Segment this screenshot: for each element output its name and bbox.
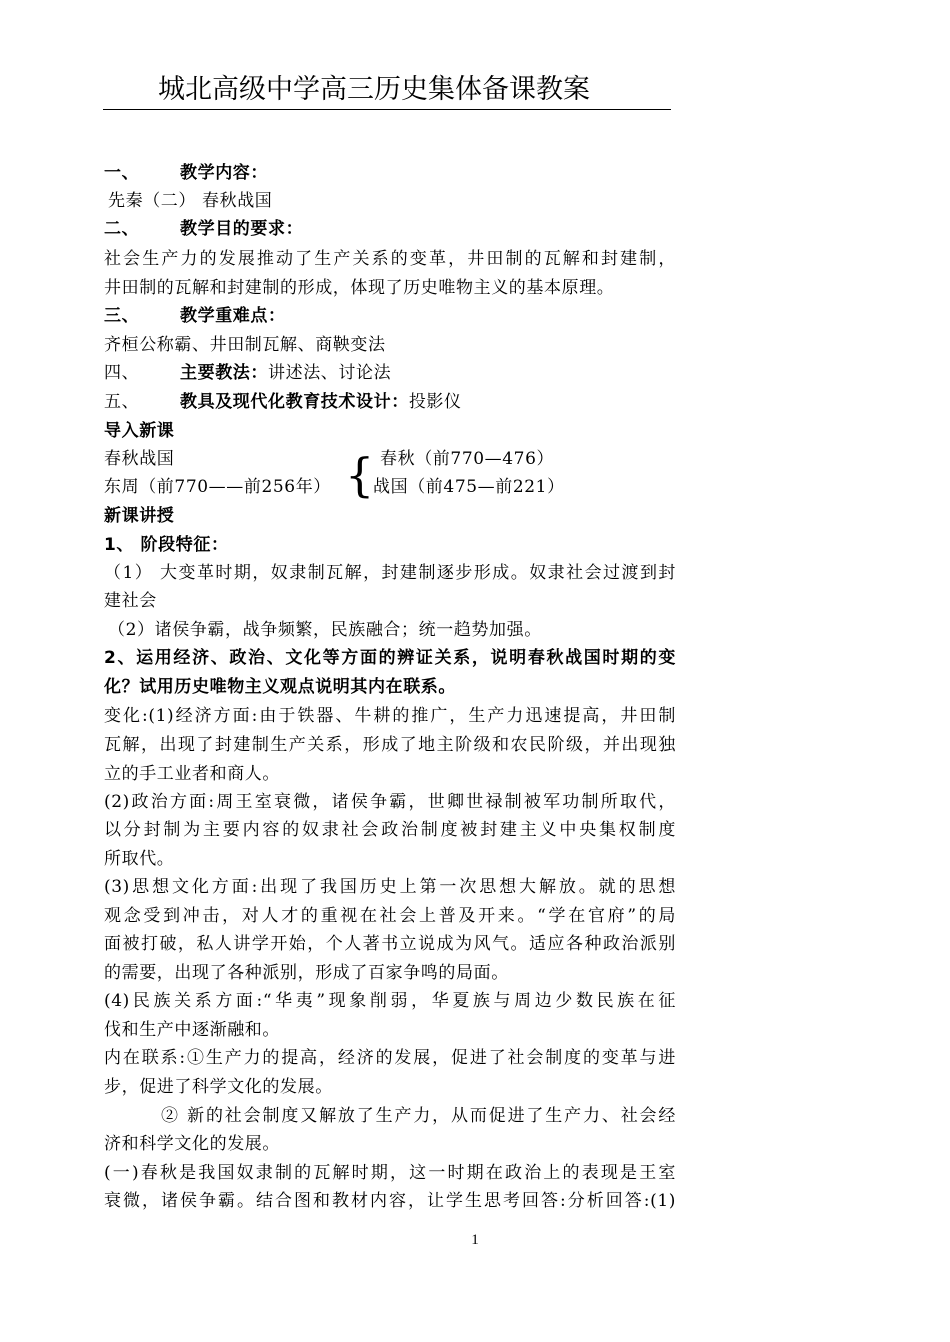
- body-line: 面被打破，私人讲学开始，个人著书立说成为风气。适应各种政治派别: [104, 934, 676, 954]
- body-line: 内在联系:①生产力的提高，经济的发展，促进了社会制度的变革与进: [104, 1048, 676, 1068]
- section-2-line: 井田制的瓦解和封建制的形成，体现了历史唯物主义的基本原理。: [104, 278, 615, 298]
- section-3-number: 三、: [104, 306, 140, 326]
- body-line: (2)政治方面:周王室衰微，诸侯争霸，世卿世禄制被军功制所取代，: [104, 792, 676, 812]
- section-3-heading: [104, 301, 676, 331]
- period-right-2: 战国（前475—前221）: [373, 477, 565, 497]
- section-4-heading: [104, 358, 676, 388]
- brace-icon: {: [345, 448, 375, 502]
- body-line: ② 新的社会制度又解放了生产力，从而促进了生产力、社会经: [161, 1106, 676, 1126]
- section-2-label: 教学目的要求：: [180, 219, 304, 239]
- question-2-line: 化？试用历史唯物主义观点说明其内在联系。: [104, 677, 456, 697]
- stage-line: （2）诸侯争霸，战争频繁，民族融合；统一趋势加强。: [108, 620, 542, 640]
- section-1-number: 一、: [104, 163, 140, 183]
- body-line: (一)春秋是我国奴隶制的瓦解时期，这一时期在政治上的表现是王室: [104, 1163, 676, 1183]
- section-4-value: 讲述法、讨论法: [268, 363, 392, 383]
- page-title: 城北高级中学高三历史集体备课教案: [103, 70, 671, 110]
- section-5-label: 教具及现代化教育技术设计：: [180, 392, 409, 412]
- section-4-number: 四、: [104, 363, 140, 383]
- period-left-1: 春秋战国: [104, 449, 175, 469]
- body-line: 立的手工业者和商人。: [104, 764, 280, 784]
- page-number: 1: [471, 1232, 479, 1248]
- body-line: 以分封制为主要内容的奴隶社会政治制度被封建主义中央集权制度: [104, 820, 676, 840]
- section-5-heading: [104, 387, 676, 417]
- intro-heading: 导入新课: [104, 421, 175, 441]
- section-2-heading: [104, 214, 676, 244]
- section-5-number: 五、: [104, 392, 140, 412]
- body-line: (3)思想文化方面:出现了我国历史上第一次思想大解放。就的思想: [104, 877, 676, 897]
- section-3-label: 教学重难点：: [180, 306, 286, 326]
- body-line: 衰微，诸侯争霸。结合图和教材内容，让学生思考回答:分析回答:(1): [104, 1191, 676, 1211]
- question-2-line: 2、运用经济、政治、文化等方面的辨证关系，说明春秋战国时期的变: [104, 648, 676, 668]
- body-line: 所取代。: [104, 849, 175, 869]
- period-right-1: 春秋（前770—476）: [380, 449, 555, 469]
- section-5-value: 投影仪: [408, 392, 462, 412]
- period-left-2: 东周（前770——前256年）: [104, 477, 331, 497]
- body-line: 变化:(1)经济方面:由于铁器、牛耕的推广，生产力迅速提高，井田制: [104, 706, 676, 726]
- stage-heading: 1、 阶段特征：: [104, 535, 229, 555]
- stage-line: （1） 大变革时期，奴隶制瓦解，封建制逐步形成。奴隶社会过渡到封: [104, 563, 676, 583]
- section-1-heading: [104, 158, 676, 188]
- section-3-text: 齐桓公称霸、井田制瓦解、商鞅变法: [104, 335, 386, 355]
- section-1-text: 先秦（二） 春秋战国: [108, 191, 273, 211]
- body-line: 济和科学文化的发展。: [104, 1134, 280, 1154]
- lecture-heading: 新课讲授: [104, 506, 175, 526]
- section-1-label: 教学内容：: [180, 163, 268, 183]
- body-line: (4)民族关系方面:“华夷”现象削弱，华夏族与周边少数民族在征: [104, 991, 676, 1011]
- body-line: 伐和生产中逐渐融和。: [104, 1020, 280, 1040]
- section-2-number: 二、: [104, 219, 140, 239]
- stage-line: 建社会: [104, 591, 157, 611]
- body-line: 瓦解，出现了封建制生产关系，形成了地主阶级和农民阶级，并出现独: [104, 735, 676, 755]
- body-line: 观念受到冲击，对人才的重视在社会上普及开来。“学在官府”的局: [104, 906, 676, 926]
- section-4-label: 主要教法：: [180, 363, 268, 383]
- body-line: 步，促进了科学文化的发展。: [104, 1077, 333, 1097]
- body-line: 的需要，出现了各种派别，形成了百家争鸣的局面。: [104, 963, 509, 983]
- section-2-line: 社会生产力的发展推动了生产关系的变革，井田制的瓦解和封建制，: [104, 249, 676, 269]
